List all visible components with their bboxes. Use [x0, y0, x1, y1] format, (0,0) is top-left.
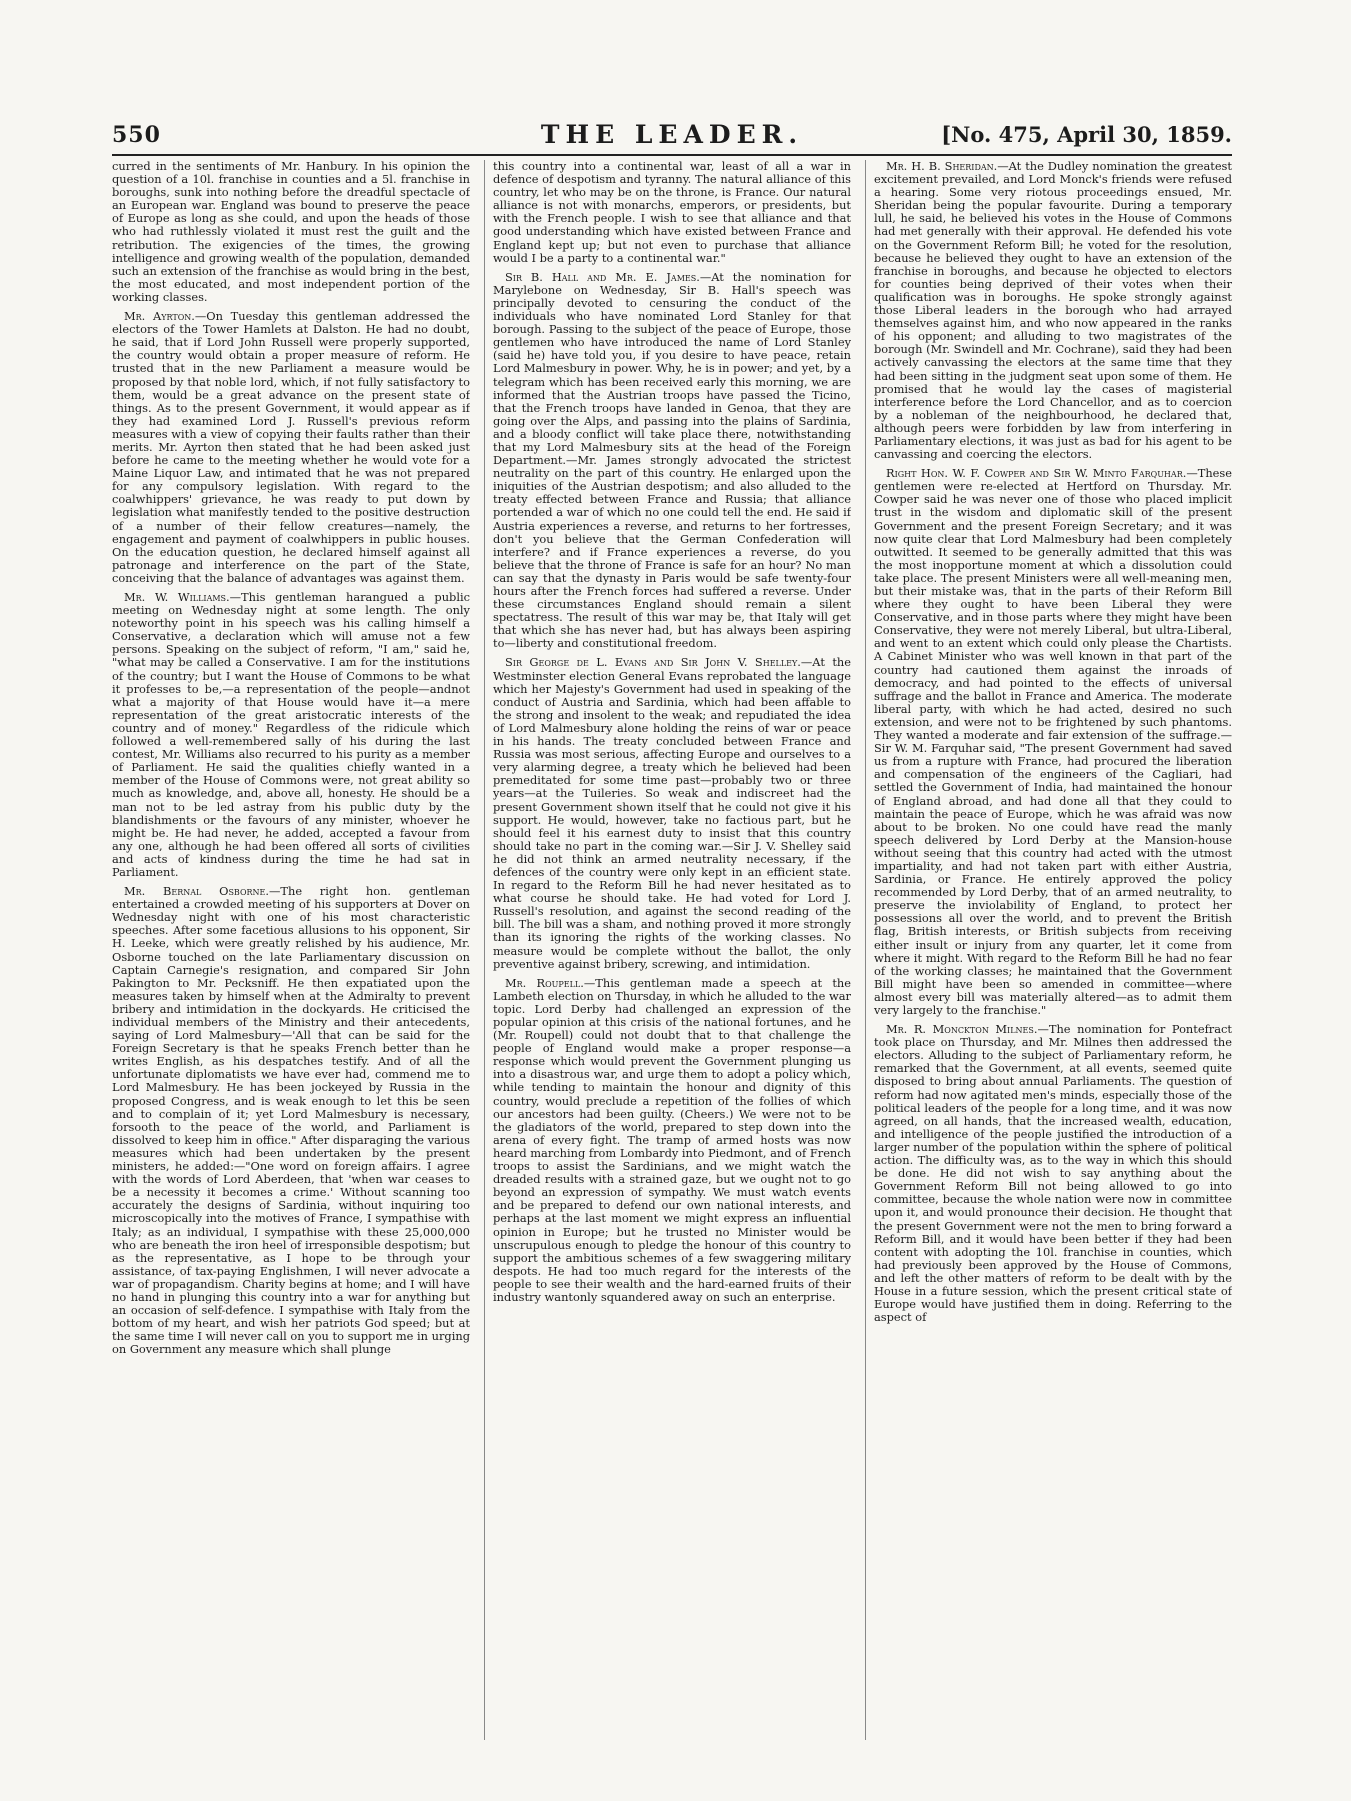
paragraph-heading: Mr. Roupell.	[505, 975, 584, 990]
paragraph-text: this country into a continental war, least of all a war in defence of despotism and tyranny. The natural alliance of this country, let who may be on the throne, is France. Our natural alliance is not with monarchs, emperors, or presidents, but with the French people. I wish to see that alliance and that good understanding which have existed between France and England kept up; but not even to purchase that alliance would I be a party to a continental war."	[493, 160, 851, 265]
column-3	[865, 160, 1232, 1740]
paragraph-heading: Mr. Ayrton.	[124, 309, 195, 324]
newspaper-title: THE LEADER.	[540, 120, 804, 149]
paragraph-text: —At the Dudley nomination the greatest excitement prevailed, and Lord Monck's friends were refused a hearing. Some very riotous proceedings ensued, Mr. Sheridan being the popular favourite. During a temporary lull, he said, he believed his votes in the House of Commons had met generally with their approval. He defended his vote on the Government Reform Bill; he voted for the resolution, because he believed they ought to have an extension of the franchise in boroughs, and because he objected to electors for counties being deprived of their votes when their qualification was in boroughs. He spoke strongly against those Liberal leaders in the borough who had arrayed themselves against him, and who now appeared in the ranks of his opponent; and alluding to two magistrates of the borough (Mr. Swindell and Mr. Cochrane), said they had been actively canvassing the electors at the same time that they had been sitting in the judgment seat upon some of them. He promised that he would lay the cases of magisterial interference before the Lord Chancellor, and as to coercion by a nobleman of the neighbourhood, he declared that, although peers were forbidden by law from interfering in Parliamentary elections, it was just as bad for his agent to be canvassing and coercing the electors.	[874, 160, 1232, 462]
paragraph-heading: Sir B. Hall and Mr. E. James.	[505, 269, 700, 284]
paragraph-heading: Right Hon. W. F. Cowper and Sir W. Minto Farquhar.	[886, 466, 1187, 481]
article-paragraph	[112, 591, 470, 879]
paragraph-heading: Sir George de L. Evans and Sir John V. Shelley.	[505, 655, 801, 670]
article-paragraph	[874, 160, 1232, 461]
paragraph-heading: Mr. R. Monckton Milnes.	[886, 1022, 1038, 1037]
paragraph-heading: Mr. W. Williams.	[124, 590, 230, 604]
paragraph-text: —The right hon. gentleman entertained a crowded meeting of his supporters at Dover on Wednesday night with one of his most characteristic speeches. After some facetious allusions to his opponent, Sir H. Leeke, which were greatly relished by his audience, Mr. Osborne touched on the late Parliamentary discussion on Captain Carnegie's resignation, and compared Sir John Pakington to Mr. Pecksniff. He then expatiated upon the measures taken by himself when at the Admiralty to prevent bribery and intimidation in the dockyards. He criticised the individual members of the Ministry and their antecedents, saying of Lord Malmesbury—'All that can be said for the Foreign Secretary is that he speaks French better than he writes English, as his despatches testify. And of all the unfortunate diplomatists we have ever had, commend me to Lord Malmesbury. He has been jockeyed by Russia in the proposed Congress, and is weak enough to let this be seen and to complain of it; yet Lord Malmesbury is necessary, forsooth to the peace of the world, and Parliament is dissolved to keep him in office." After disparaging the various measures which had been undertaken by the present ministers, he added:—"One word on foreign affairs. I agree with the words of Lord Aberdeen, that 'when war ceases to be a necessity it becomes a crime.' Without scanning too accurately the designs of Sardinia, without inquiring too microscopically into the motives of France, I sympathise with Italy; as an individual, I sympathise with these 25,000,000 who are beneath the iron heel of irresponsible despotism; but as the representative, as I hope to be through your assistance, of tax-paying Englishmen, I will never advocate a war of propagandism. Charity begins at home; and I will have no hand in plunging this country into a war for anything but an occasion of self-defence. I sympathise with Italy from the bottom of my heart, and wish her patriots God speed; but at the same time I will never call on you to support me in urging on Government any measure which shall plunge	[112, 884, 470, 1357]
paragraph-text: —These gentlemen were re-elected at Hertford on Thursday. Mr. Cowper said he was never one of those who placed implicit trust in the wisdom and diplomatic skill of the present Government and the present Foreign Secretary; and it was now quite clear that Lord Malmesbury had been completely outwitted. It seemed to be generally admitted that this was the most inopportune moment at which a dissolution could take place. The present Ministers were all well-meaning men, but their mistake was, that in the parts of their Reform Bill where they ought to have been Liberal they were Conservative, and in those parts where they might have been Conservative, they were not merely Liberal, but ultra-Liberal, and went to an extent which could only please the Chartists. A Cabinet Minister who was well known in that part of the country had cautioned them against the inroads of democracy, and had pointed to the effects of universal suffrage and the ballot in France and America. The moderate liberal party, with which he had acted, desired no such extension, and were not to be frightened by such phantoms. They wanted a moderate and fair extension of the suffrage.—Sir W. M. Farquhar said, "The present Government had saved us from a rupture with France, had procured the liberation and compensation of the engineers of the Cagliari, had settled the Government of India, had maintained the honour of England abroad, and had done all that they could to maintain the peace of Europe, which he was afraid was now about to be broken. No one could have read the manly speech delivered by Lord Derby at the Mansion-house without seeing that this country had acted with the utmost impartiality, and had not taken part with either Austria, Sardinia, or France. He entirely approved the policy recommended by Lord Derby, that of an armed neutrality, to preserve the inviolability of England, to protect her possessions all over the world, and to prevent the British flag, British interests, or British subjects from receiving either insult or injury from any quarter, let it come from where it might. With regard to the Reform Bill he had no fear of the working classes; he maintained that the Government Bill might have been so amended in committee—where almost every bill was materially altered—as to admit them very largely to the franchise."	[874, 466, 1232, 1017]
paragraph-text: —On Tuesday this gentleman addressed the electors of the Tower Hamlets at Dalston. He had no doubt, he said, that if Lord John Russell were properly supported, the country would obtain a proper measure of reform. He trusted that in the new Parliament a measure would be proposed by that noble lord, which, if not fully satisfactory to them, would be a great advance on the present state of things. As to the present Government, it would appear as if they had examined Lord J. Russell's previous reform measures with a view of copying their faults rather than their merits. Mr. Ayrton then stated that he had been asked just before he came to the meeting whether he would vote for a Maine Liquor Law, and intimated that he was not prepared for any compulsory legislation. With regard to the coalwhippers' grievance, he was ready to put down by legislation what manifestly tended to the positive destruction of a number of their fellow creatures—namely, the engagement and payment of coalwhippers in public houses. On the education question, he declared himself against all patronage and interference on the part of the State, conceiving that the balance of advantages was against them.	[112, 309, 470, 585]
column-2	[484, 160, 851, 1740]
paragraph-text: —This gentleman made a speech at the Lambeth election on Thursday, in which he alluded to the war topic. Lord Derby had challenged an expression of the popular opinion at this crisis of the national fortunes, and he (Mr. Roupell) could not doubt that to that challenge the people of England would make a proper response—a response which would prevent the Government plunging us into a disastrous war, and urge them to adopt a policy which, while tending to maintain the honour and dignity of this country, would preclude a repetition of the follies of which our ancestors had been guilty. (Cheers.) We were not to be the gladiators of the world, prepared to step down into the arena of every fight. The tramp of armed hosts was now heard marching from Lombardy into Piedmont, and of French troops to assist the Sardinians, and we might watch the dreaded results with a strained gaze, but we ought not to go beyond an expression of sympathy. We must watch events and be prepared to defend our own national interests, and perhaps at the last moment we might express an influential opinion in Europe; but he trusted no Minister would be unscrupulous enough to pledge the honour of this country to support the ambitious schemes of a few swaggering military despots. He had too much regard for the interests of the people to see their wealth and the hard-earned fruits of their industry wantonly squandered away on such an enterprise.	[493, 975, 851, 1304]
page-number: 550	[112, 122, 161, 148]
article-paragraph	[874, 467, 1232, 1017]
paragraph-heading: Mr. H. B. Sheridan.	[886, 160, 998, 173]
article-paragraph	[112, 160, 470, 304]
article-paragraph	[493, 271, 851, 651]
masthead	[112, 120, 1232, 156]
article-paragraph	[493, 977, 851, 1304]
article-paragraph	[874, 1023, 1232, 1324]
paragraph-text: —At the nomination for Marylebone on Wednesday, Sir B. Hall's speech was principally devoted to censuring the conduct of the individuals who have nominated Lord Stanley for that borough. Passing to the subject of the peace of Europe, those gentlemen who have introduced the name of Lord Stanley (said he) have told you, if you desire to have peace, retain Lord Malmesbury in power. Why, he is in power; and yet, by a telegram which has been received early this morning, we are informed that the Austrian troops have passed the Ticino, that the French troops have landed in Genoa, that they are going over the Alps, and passing into the plains of Sardinia, and a bloody conflict will take place there, notwithstanding that my Lord Malmesbury sits at the head of the Foreign Department.—Mr. James strongly advocated the strictest neutrality on the part of this country. He enlarged upon the iniquities of the Austrian despotism; and also alluded to the treaty effected between France and Russia; that alliance portended a war of which no one could tell the end. He said if Austria experiences a reverse, and returns to her fortresses, don't you believe that the German Confederation will interfere? and if France experiences a reverse, do you believe that the throne of France is safe for an hour? No man can say that the dynasty in Paris would be safe twenty-four hours after the French forces had suffered a reverse. Under these circumstances England should remain a silent spectatress. The result of this war may be, that Italy will get that which she has never had, but has always been aspiring to—liberty and constitutional freedom.	[493, 269, 851, 651]
article-paragraph	[493, 656, 851, 970]
article-columns	[112, 160, 1232, 1740]
issue-date: [No. 475, April 30, 1859.	[941, 122, 1232, 147]
paragraph-text: —At the Westminster election General Evans reprobated the language which her Majesty's Government had used in speaking of the conduct of Austria and Sardinia, which had been affable to the strong and insolent to the weak; and repudiated the idea of Lord Malmesbury alone holding the reins of war or peace in his hands. The treaty concluded between France and Russia was most serious, affecting Europe and ourselves to a very alarming degree, a treaty which he believed had been premeditated for some time past—probably two or three years—at the Tuileries. So weak and indiscreet had the present Government shown itself that he could not give it his support. He would, however, take no factious part, but he should feel it his earnest duty to insist that this country should take no part in the coming war.—Sir J. V. Shelley said he did not think an armed neutrality necessary, if the defences of the country were only kept in an efficient state. In regard to the Reform Bill he had never hesitated as to what course he should take. He had voted for Lord J. Russell's resolution, and against the second reading of the bill. The bill was a sham, and nothing proved it more strongly than its ignoring the rights of the working classes. No measure would be complete without the ballot, the only preventive against bribery, screwing, and intimidation.	[493, 655, 851, 971]
paragraph-text: —This gentleman harangued a public meeting on Wednesday night at some length. The only noteworthy point in his speech was his calling himself a Conservative, a declaration which will amuse not a few persons. Speaking on the subject of reform, "I am," said he, "what may be called a Conservative. I am for the institutions of the country; but I want the House of Commons to be what it professes to be,—a representation of the people—andnot what a majority of that House would have it—a mere representation of the great aristocratic interests of the country and of money." Regardless of the ridicule which followed a well-remembered sally of his during the last contest, Mr. Williams also recurred to his purity as a member of Parliament. He said the qualities chiefly wanted in a member of the House of Commons were, not great ability so much as knowledge, and, above all, honesty. He should be a man not to be led astray from his public duty by the blandishments or the favours of any minister, whoever he might be. He had never, he added, accepted a favour from any one, although he had been offered all sorts of civilities and acts of kindness during the time he had sat in Parliament.	[112, 590, 470, 879]
paragraph-text: —The nomination for Pontefract took place on Thursday, and Mr. Milnes then addressed the electors. Alluding to the subject of Parliamentary reform, he remarked that the Government, at all events, seemed quite disposed to bring about annual Parliaments. The question of reform had now agitated men's minds, especially those of the political leaders of the people for a long time, and it was now agreed, on all hands, that the increased wealth, education, and intelligence of the people justified the introduction of a larger number of the population within the sphere of political action. The difficulty was, as to the way in which this should be done. He did not wish to say anything about the Government Reform Bill not being allowed to go into committee, because the whole nation were now in committee upon it, and would pronounce their decision. He thought that the present Government were not the men to bring forward a Reform Bill, and it would have been better if they had been content with adopting the 10l. franchise in counties, which had previously been approved by the House of Commons, and left the other matters of reform to be dealt with by the House in a future session, which the present critical state of Europe would have justified them in doing. Referring to the aspect of	[874, 1022, 1232, 1325]
column-1	[112, 160, 470, 1740]
article-paragraph	[112, 310, 470, 585]
paragraph-text: curred in the sentiments of Mr. Hanbury. In his opinion the question of a 10l. franchise in counties and a 5l. franchise in boroughs, sunk into nothing before the dreadful spectacle of an European war. England was bound to preserve the peace of Europe as long as she could, and upon the heads of those who had ruthlessly violated it must rest the guilt and the retribution. The exigencies of the times, the growing intelligence and growing wealth of the population, demanded such an extension of the franchise as would bring in the best, the most educated, and most independent portion of the working classes.	[112, 160, 470, 304]
paragraph-heading: Mr. Bernal Osborne.	[124, 884, 269, 899]
article-paragraph	[493, 160, 851, 265]
article-paragraph	[112, 885, 470, 1356]
